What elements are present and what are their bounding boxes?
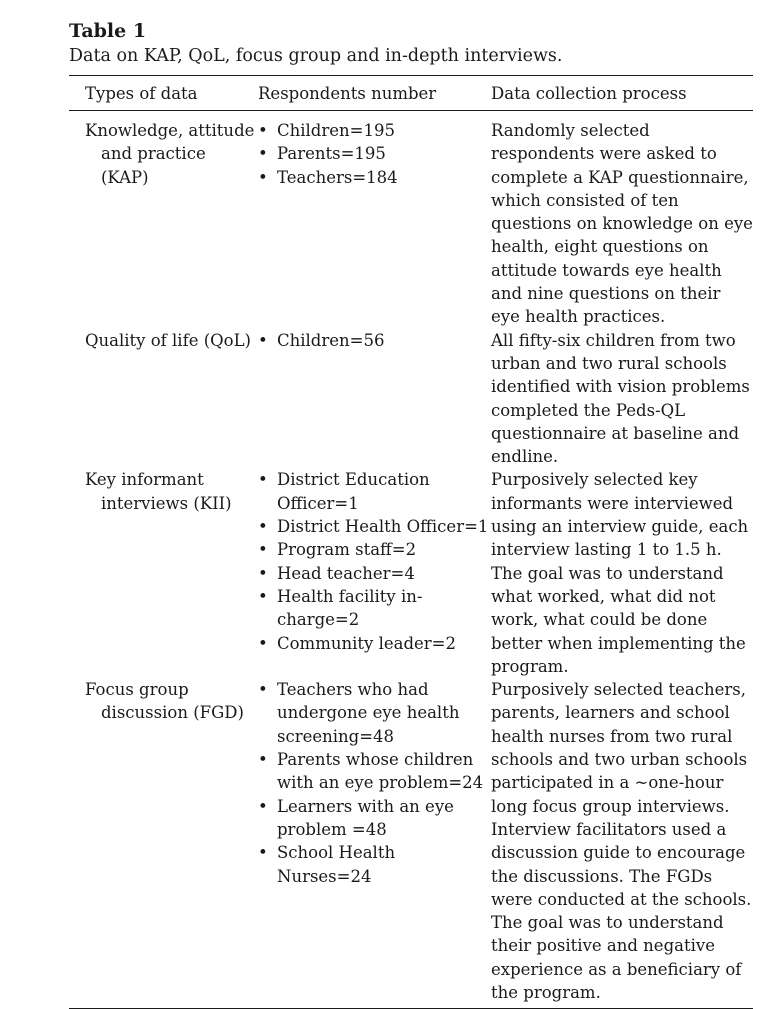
table-label: Table 1 [69, 20, 147, 42]
row-type-text: Knowledge, attitude and practice (KAP) [85, 121, 255, 187]
table-container [69, 18, 753, 1009]
table-row [69, 468, 753, 678]
list-item: • Parents=195 [258, 142, 491, 165]
list-item: • Head teacher=4 [258, 562, 491, 585]
list-item: • School Health Nurses=24 [258, 841, 491, 888]
data-table [69, 75, 753, 1009]
row-respondents-cell [258, 111, 491, 329]
respondents-list [258, 678, 491, 888]
table-caption: Data on KAP, QoL, focus group and in-depth interviews. [69, 46, 563, 66]
row-respondents-cell [258, 678, 491, 1009]
list-item: • District Education Officer=1 [258, 468, 491, 515]
row-process-cell: Randomly selected respondents were asked to complete a KAP questionnaire, which consisted of ten questions on knowledge on eye health, eight questions on attitude towards eye health and nine questions on their eye health practices. [491, 121, 753, 327]
list-item: • Teachers=184 [258, 166, 491, 189]
row-type-text: Focus group discussion (FGD) [85, 680, 244, 723]
row-type-cell [69, 111, 258, 329]
list-item: • Children=195 [258, 119, 491, 142]
respondents-list [258, 329, 491, 352]
list-item: • Children=56 [258, 329, 491, 352]
row-process-cell: Purposively selected key informants were interviewed using an interview guide, each interview lasting 1 to 1.5 h. The goal was to understand what worked, what did not work, what could be done better when implementing the program. [491, 470, 749, 676]
header-types: Types of data [85, 83, 198, 103]
list-item: • Parents whose children with an eye problem=24 [258, 748, 491, 795]
list-item: • Health facility in-charge=2 [258, 585, 491, 632]
list-item: • Teachers who had undergone eye health screening=48 [258, 678, 491, 748]
row-process-cell: All fifty-six children from two urban and two rural schools identified with vision problems completed the Peds-QL questionnaire at baseline and endline. [491, 330, 750, 467]
list-item: • District Health Officer=1 [258, 515, 491, 538]
row-type-text: Key informant interviews (KII) [85, 470, 232, 513]
respondents-list [258, 468, 491, 654]
list-item: • Community leader=2 [258, 632, 491, 655]
row-type-cell [69, 468, 258, 678]
row-type-cell [69, 678, 258, 1009]
table-row [69, 111, 753, 329]
table-row [69, 678, 753, 1009]
respondents-list [258, 119, 491, 189]
list-item: • Learners with an eye problem =48 [258, 795, 491, 842]
header-process: Data collection process [491, 83, 687, 103]
row-respondents-cell [258, 468, 491, 678]
header-respondents: Respondents number [258, 83, 437, 103]
list-item: • Program staff=2 [258, 538, 491, 561]
row-type-text: Quality of life (QoL) [85, 330, 251, 350]
row-type-cell [69, 329, 258, 469]
row-respondents-cell [258, 329, 491, 469]
header-row [69, 76, 753, 111]
table-row [69, 329, 753, 469]
row-process-cell: Purposively selected teachers, parents, learners and school health nurses from two rural schools and two urban schools participated in a ~one-hour long focus group interviews. Interview facilitators used a discussion guide to encourage the discussions. The FGDs were conducted at the schools. The goal was to understand their positive and negative experience as a beneficiary of the program. [491, 680, 752, 1002]
